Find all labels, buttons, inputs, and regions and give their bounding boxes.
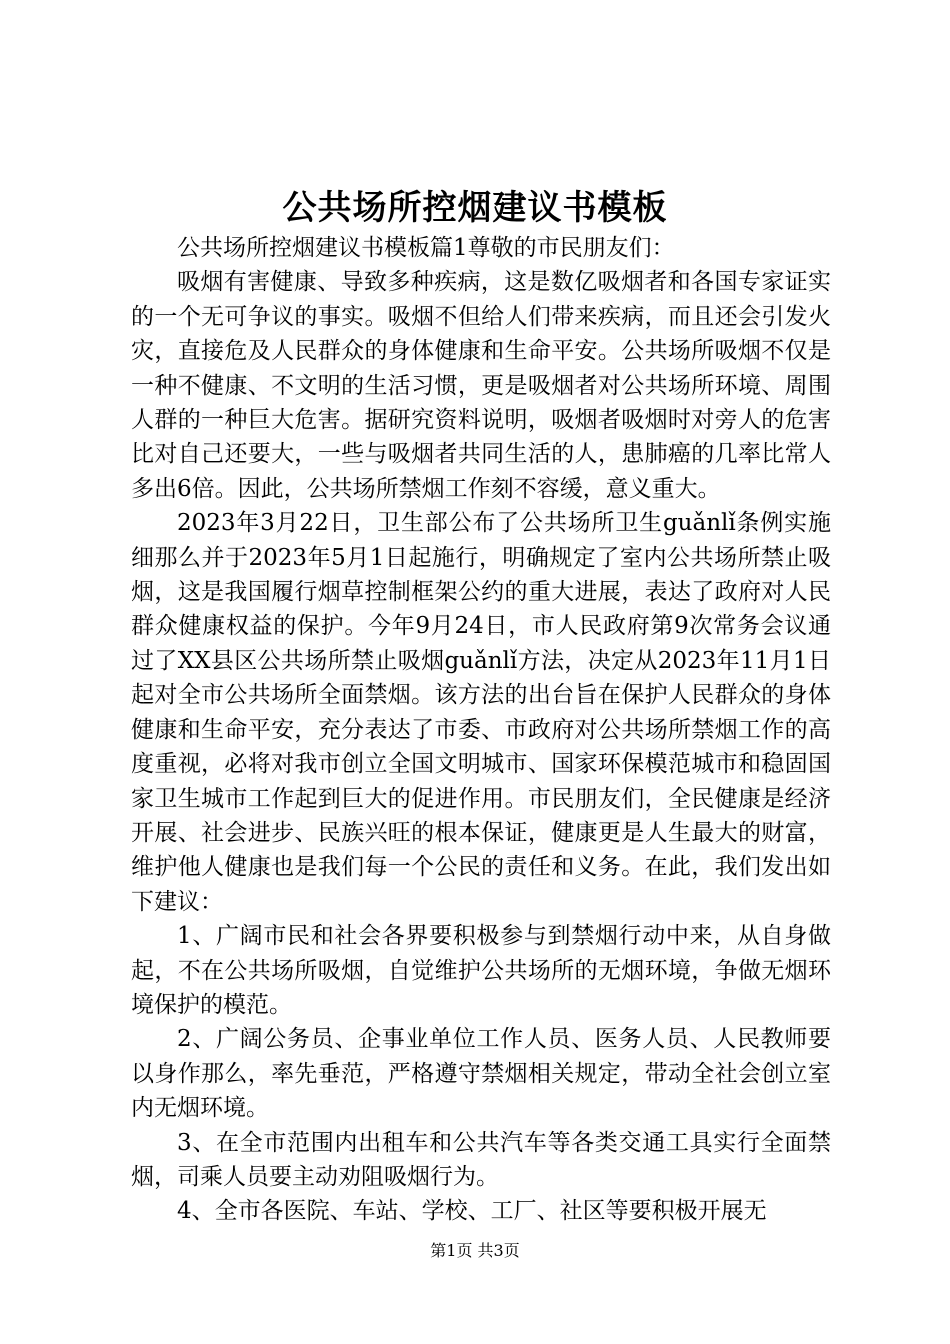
paragraph-proposal-3: 3、在全市范围内出租车和公共汽车等各类交通工具实行全面禁烟，司乘人员要主动劝阻吸烟行为。 (131, 1129, 831, 1190)
page-number-current: 第1页 (430, 1241, 473, 1260)
paragraph-regulation: 2023年3月22日，卫生部公布了公共场所卫生guǎnlǐ条例实施细那么并于2023年5月1日起施行，明确规定了室内公共场所禁止吸烟，这是我国履行烟草控制框架公约的重大进展，表达了政府对人民群众健康权益的保护。今年9月24日，市人民政府第9次常务会议通过了XX县区公共场所禁止吸烟guǎnlǐ方法，决定从2023年11月1日起对全市公共场所全面禁烟。该方法的出台旨在保护人民群众的身体健康和生命平安，充分表达了市委、市政府对公共场所禁烟工作的高度重视，必将对我市创立全国文明城市、国家环保模范城市和稳固国家卫生城市工作起到巨大的促进作用。市民朋友们，全民健康是经济开展、社会进步、民族兴旺的根本保证，健康更是人生最大的财富，维护他人健康也是我们每一个公民的责任和义务。在此，我们发出如下建议： (131, 510, 831, 915)
page-footer (0, 1240, 950, 1262)
page-number-total: 共3页 (477, 1241, 520, 1260)
paragraph-proposal-2: 2、广阔公务员、企事业单位工作人员、医务人员、人民教师要以身作那么，率先垂范，严格遵守禁烟相关规定，带动全社会创立室内无烟环境。 (131, 1026, 831, 1122)
document-title: 公共场所控烟建议书模板 (282, 188, 668, 228)
paragraph-proposal-4: 4、全市各医院、车站、学校、工厂、社区等要积极开展无 (177, 1198, 767, 1225)
paragraph-proposal-1: 1、广阔市民和社会各界要积极参与到禁烟行动中来，从自身做起，不在公共场所吸烟，自觉维护公共场所的无烟环境，争做无烟环境保护的模范。 (131, 923, 831, 1018)
paragraph-smoking-harm: 吸烟有害健康、导致多种疾病，这是数亿吸烟者和各国专家证实的一个无可争议的事实。吸烟不但给人们带来疾病，而且还会引发火灾，直接危及人民群众的身体健康和生命平安。公共场所吸烟不仅是一种不健康、不文明的生活习惯，更是吸烟者对公共场所环境、周围人群的一种巨大危害。据研究资料说明，吸烟者吸烟时对旁人的危害比对自己还要大，一些与吸烟者共同生活的人，患肺癌的几率比常人多出6倍。因此，公共场所禁烟工作刻不容缓，意义重大。 (131, 269, 831, 502)
paragraph-intro: 公共场所控烟建议书模板篇1尊敬的市民朋友们： (177, 235, 675, 261)
document-body (131, 231, 831, 1229)
